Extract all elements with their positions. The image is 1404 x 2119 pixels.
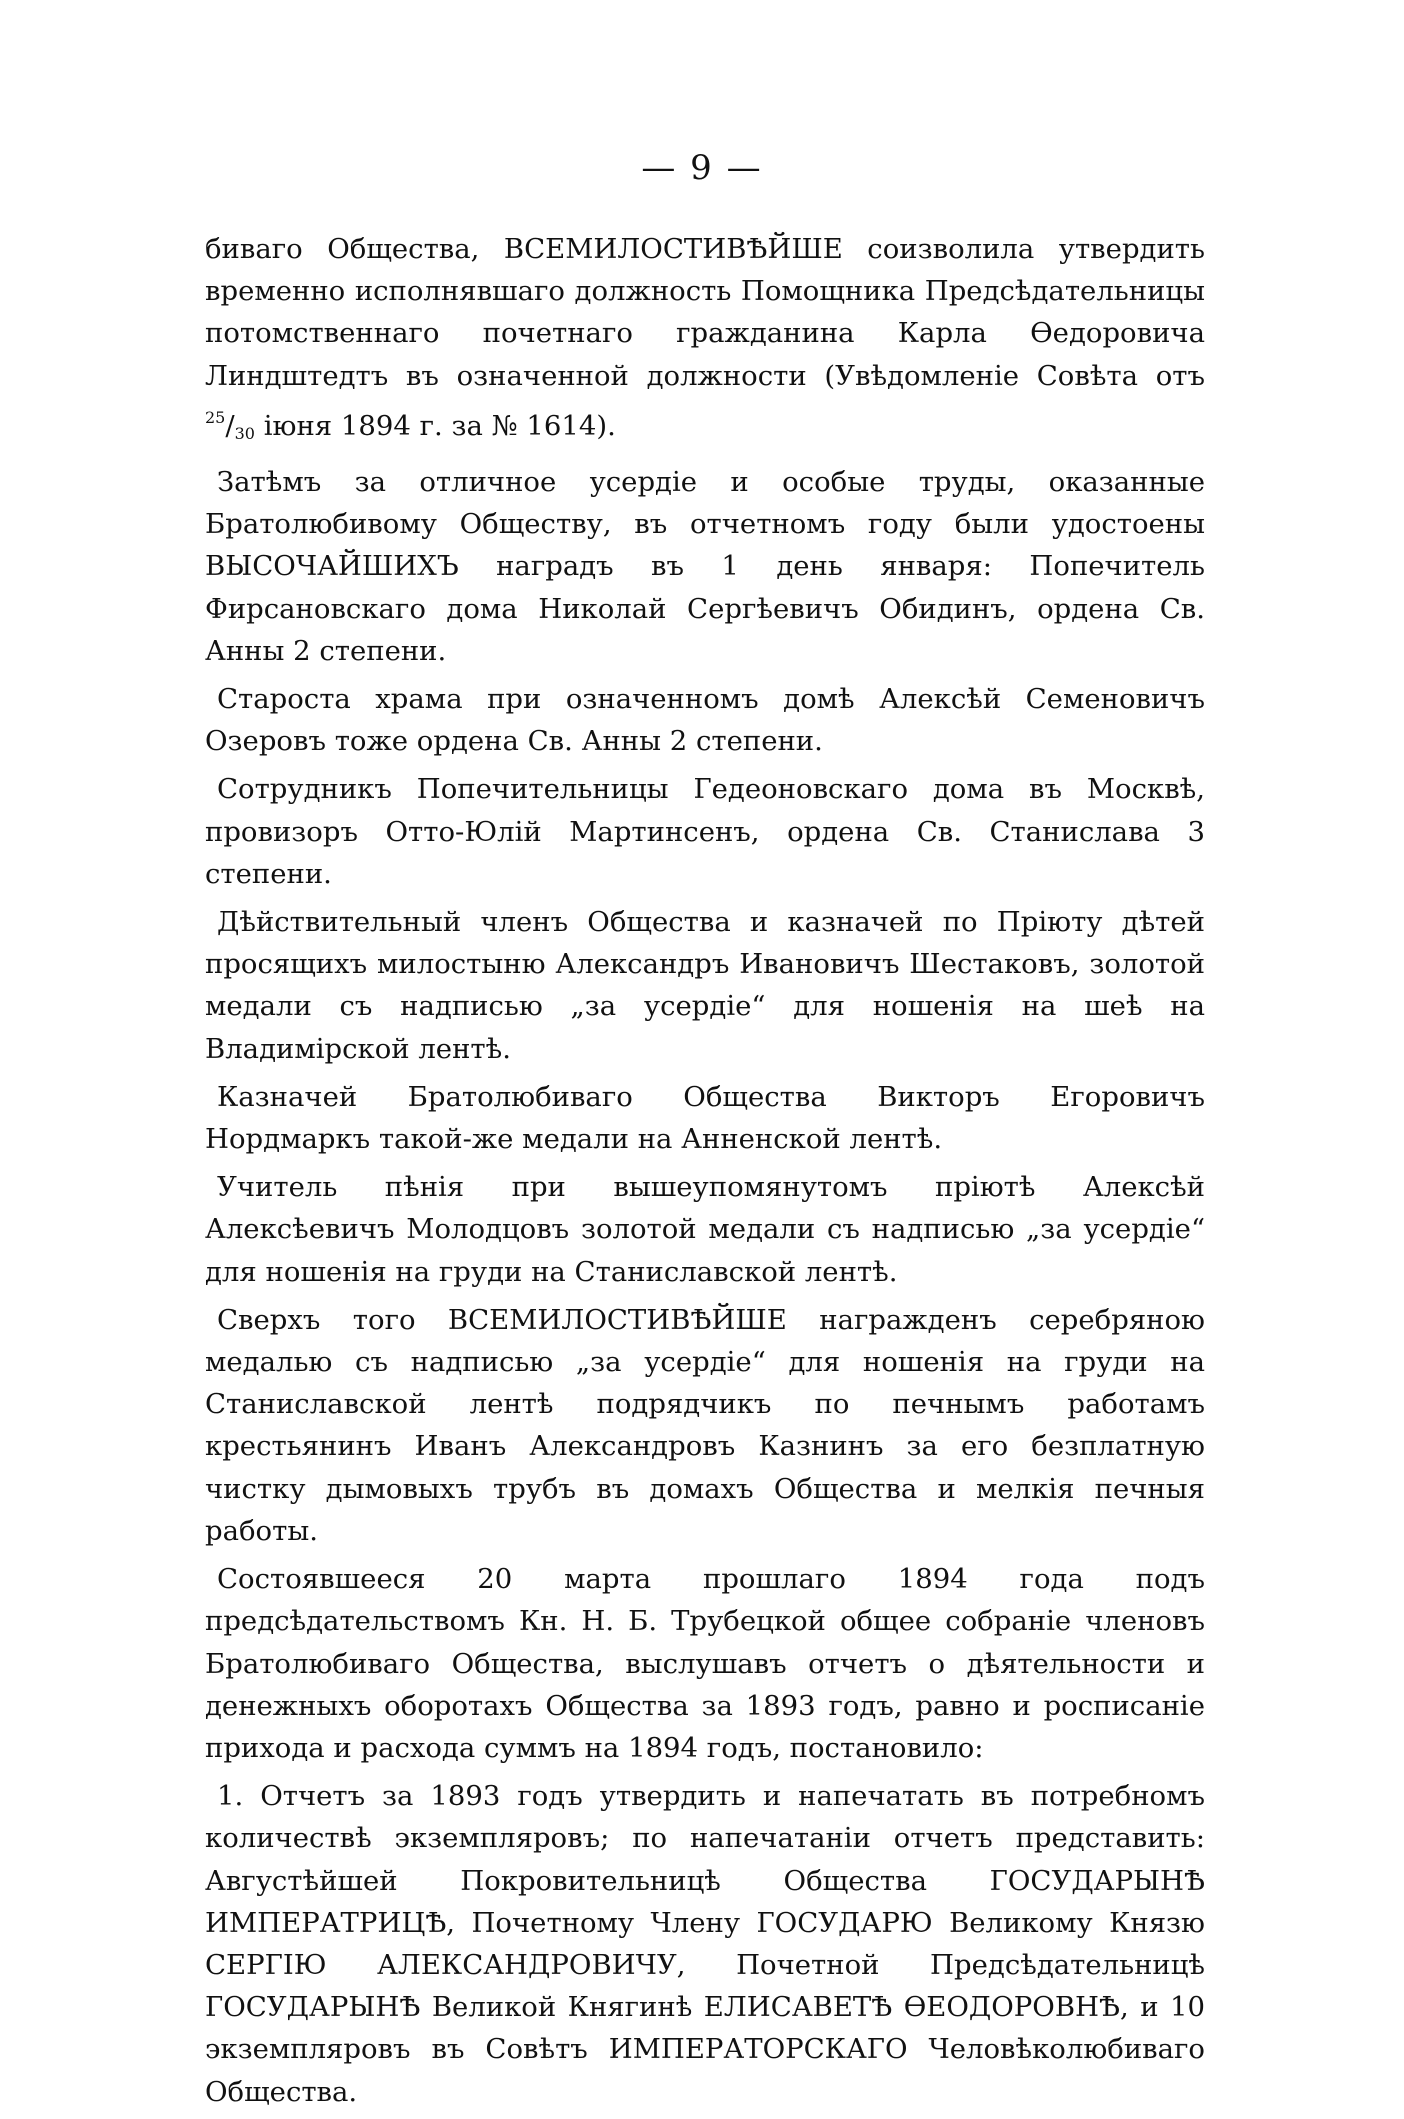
- body-text: [205, 228, 1205, 2119]
- paragraph-1: [205, 228, 1205, 455]
- paragraph-1-text-end: іюня 1894 г. за № 1614).: [254, 409, 616, 442]
- paragraph-9: Состоявшееся 20 марта прошлаго 1894 года подъ предсѣдательствомъ Кн. Н. Б. Трубецкой общее собраніе членовъ Братолюбиваго Общества, выслушавъ отчетъ о дѣятельности и денежныхъ оборотахъ Общества за 1893 годъ, равно и росписаніе прихода и расхода суммъ на 1894 годъ, постановило:: [205, 1563, 1205, 1764]
- paragraph-4: Сотрудникъ Попечительницы Гедеоновскаго дома въ Москвѣ, провизоръ Отто-Юлій Мартинсенъ, ордена Св. Станислава 3 степени.: [205, 773, 1205, 890]
- paragraph-5: Дѣйствительный членъ Общества и казначей по Пріюту дѣтей просящихъ милостыню Александръ Ивановичъ Шестаковъ, золотой медали съ надписью „за усердіе“ для ношенія на шеѣ на Владимірской лентѣ.: [205, 906, 1205, 1065]
- page-number: — 9 —: [641, 148, 763, 188]
- paragraph-2: Затѣмъ за отличное усердіе и особые труды, оказанные Братолюбивому Обществу, въ отчетномъ году были удостоены ВЫСОЧАЙШИХЪ наградъ въ 1 день января: Попечитель Фирсановскаго дома Николай Сергѣевичъ Обидинъ, ордена Св. Анны 2 степени.: [205, 466, 1205, 667]
- paragraph-6: Казначей Братолюбиваго Общества Викторъ Егоровичъ Нордмаркъ такой-же медали на Анненской лентѣ.: [205, 1080, 1205, 1156]
- date-fraction: $^{25}/_{30}$: [205, 407, 255, 443]
- fraction-numerator: 25: [205, 407, 226, 427]
- paragraph-1-text: биваго Общества, ВСЕМИЛОСТИВѢЙШЕ соизволила утвердить временно исполнявшаго должность Помощника Предсѣдательницы потомственнаго почетнаго гражданина Карла Ѳедоровича Линдштедтъ въ означенной должности (Увѣдомленіе Совѣта отъ: [205, 233, 1205, 392]
- paragraph-10: 1. Отчетъ за 1893 годъ утвердить и напечатать въ потребномъ количествѣ экземпляровъ; по напечатаніи отчетъ представить: Августѣйшей Покровительницѣ Общества ГОСУДАРЫНѢ ИМПЕРАТРИЦѢ, Почетному Члену ГОСУДАРЮ Великому Князю СЕРГІЮ АЛЕКСАНДРОВИЧУ, Почетной Предсѣдательницѣ ГОСУДАРЫНѢ Великой Княгинѣ ЕЛИСАВЕТѢ ѲЕОДОРОВНѢ, и 10 экземпляровъ въ Совѣтъ ИМПЕРАТОРСКАГО Человѣколюбиваго Общества.: [205, 1780, 1205, 2108]
- paragraph-3: Староста храма при означенномъ домѣ Алексѣй Семеновичъ Озеровъ тоже ордена Св. Анны 2 степени.: [205, 683, 1205, 758]
- fraction-denominator: 30: [234, 423, 255, 443]
- paragraph-7: Учитель пѣнія при вышеупомянутомъ пріютѣ Алексѣй Алексѣевичъ Молодцовъ золотой медали съ надписью „за усердіе“ для ношенія на груди на Станиславской лентѣ.: [205, 1171, 1205, 1288]
- paragraph-8: Сверхъ того ВСЕМИЛОСТИВѢЙШЕ награжденъ серебряною медалью съ надписью „за усердіе“ для ношенія на груди на Станиславской лентѣ подрядчикъ по печнымъ работамъ крестьянинъ Иванъ Александровъ Казнинъ за его безплатную чистку дымовыхъ трубъ въ домахъ Общества и мелкія печныя работы.: [205, 1303, 1205, 1547]
